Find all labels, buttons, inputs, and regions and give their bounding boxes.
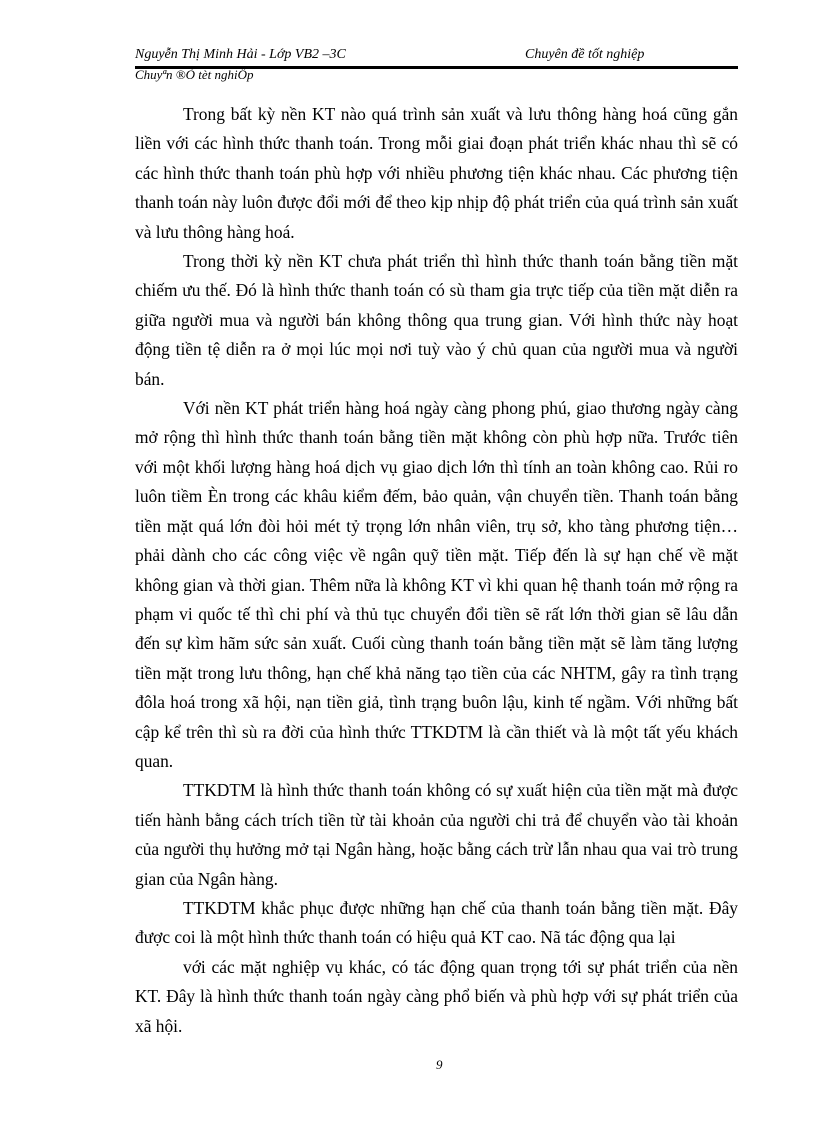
- paragraph-5: TTKDTM khắc phục được những hạn chế của thanh toán bằng tiền mặt. Đây được coi là một hình thức thanh toán có hiệu quả KT cao. Nã tác động qua lại: [135, 897, 738, 948]
- author-class-label: Nguyễn Thị Minh Hải - Lớp VB2 –3C: [135, 47, 346, 62]
- page-number: 9: [436, 1057, 443, 1072]
- paragraph-4: TTKDTM là hình thức thanh toán không có sự xuất hiện của tiền mặt mà được tiến hành bằng cách trích tiền từ tài khoản của người chi trả để chuyển vào tài khoản của người thụ hưởng mở tại Ngân hàng, hoặc bằng cách trừ lẫn nhau qua vai trò trung gian của Ngân hàng.: [135, 780, 738, 889]
- document-title: Chuyên đề tốt nghiệp: [525, 47, 645, 62]
- paragraph-3: Với nền KT phát triển hàng hoá ngày càng phong phú, giao thương ngày càng mở rộng thì hình thức thanh toán bằng tiền mặt không còn phù hợp nữa. Trước tiên với một khối lượng hàng hoá dịch vụ giao dịch lớn thì tính an toàn không cao. Rủi ro luôn tiềm Èn trong các khâu kiểm đếm, bảo quản, vận chuyển tiền. Thanh toán bằng tiền mặt quá lớn đòi hỏi mét tỷ trọng lớn nhân viên, trụ sở, kho tàng phương tiện…phải dành cho các công việc về ngân quỹ tiền mặt. Tiếp đến là sự hạn chế về mặt không gian và thời gian. Thêm nữa là không KT vì khi quan hệ thanh toán mở rộng ra phạm vi quốc tế thì chi phí và thủ tục chuyển đổi tiền sẽ rất lớn thời gian sẽ lâu dẫn đến sự kìm hãm sức sản xuất. Cuối cùng thanh toán bằng tiền mặt sẽ làm tăng lượng tiền mặt trong lưu thông, hạn chế khả năng tạo tiền của các NHTM, gây ra tình trạng đôla hoá trong xã hội, nạn tiền giả, tình trạng buôn lậu, kinh tế ngầm. Với những bất cập kể trên thì sù ra đời của hình thức TTKDTM là cần thiết và là một tất yếu khách quan.: [135, 398, 738, 771]
- paragraph-1: Trong bất kỳ nền KT nào quá trình sản xuất và lưu thông hàng hoá cũng gắn liền với các hình thức thanh toán. Trong mỗi giai đoạn phát triển khác nhau thì sẽ có các hình thức thanh toán phù hợp với nhiều phương tiện khác nhau. Các phương tiện thanh toán này luôn được đổi mới để theo kịp nhịp độ phát triển của quá trình sản xuất và lưu thông hàng hoá.: [135, 104, 738, 242]
- document-body: [135, 100, 738, 1041]
- page-header: [135, 47, 738, 82]
- paragraph-2: Trong thời kỳ nền KT chưa phát triển thì hình thức thanh toán bằng tiền mặt chiếm ưu thế. Đó là hình thức thanh toán có sù tham gia trực tiếp của tiền mặt diễn ra giữa người mua và người bán không thông qua trung gian. Với hình thức này hoạt động tiền tệ diễn ra ở mọi lúc mọi nơi tuỳ vào ý chủ quan của người mua và người bán.: [135, 251, 738, 389]
- paragraph-6: với các mặt nghiệp vụ khác, có tác động quan trọng tới sự phát triển của nền KT. Đây là hình thức thanh toán ngày càng phổ biến và phù hợp với sự phát triển của xã hội.: [135, 956, 738, 1036]
- header-subtitle: Chuyªn ®Ò tèt nghiÖp: [135, 67, 254, 82]
